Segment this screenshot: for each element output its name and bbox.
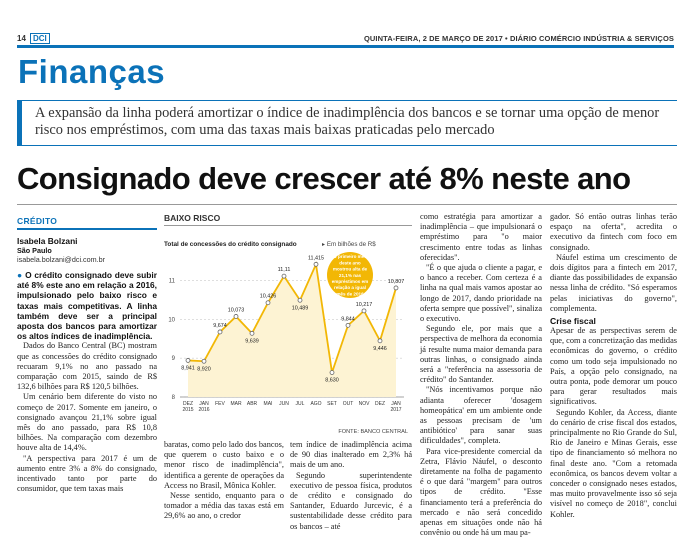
page-header (0, 0, 700, 44)
data-label: 8,630 (325, 377, 339, 384)
data-label: 9,674 (213, 322, 227, 329)
chart-box (164, 213, 412, 435)
x-tick-label: MAR (230, 401, 242, 407)
paragraph: baratas, como pelo lado dos bancos, que querem o custo baixo e o menor risco de inadimplência", identifica a gerente de operações da Access no Brasil, Mônica Kohler. (164, 440, 284, 490)
annotation-text: 21,1% nas (338, 272, 362, 278)
paragraph: Segundo superintendente executivo de pessoa física, produtos de crédito e consignado do Santander, Eduardo Jurcevic, é a sustentabilidade desse crédito para os bancos – até (290, 470, 412, 531)
x-tick-label: MAI (263, 401, 273, 407)
data-label: 10,489 (291, 305, 309, 312)
x-tick-year: 2016 (198, 407, 210, 413)
paragraph: Segundo ele, por mais que a perspectiva de melhora da economia já resulte numa maior demanda para outras linhas, o consignado ainda será a "referência na assessoria de crédito" do Santander. (420, 324, 542, 385)
paragraph: Náufel estima um crescimento de dois dígitos para a fintech em 2017, diante das possibilidades de expansão nessa linha de crédito. "Só esperamos pelas iniciativas do governo", complementa. (550, 252, 677, 313)
data-point (250, 331, 254, 335)
column-3-lower (290, 440, 412, 532)
data-point (346, 323, 350, 327)
paragraph: tem índice de inadimplência acima de 90 dias inalterado em 2,3% há mais de um ano. (290, 440, 412, 470)
kicker-rule (17, 228, 157, 230)
data-label: 10,807 (387, 278, 405, 285)
x-tick-year: 2015 (182, 407, 194, 413)
column-5 (550, 212, 677, 520)
x-tick-label: JUL (295, 401, 305, 407)
paragraph: como estratégia para amortizar a inadimplência – que impulsionará o empréstimo para "o maior crescimento entre todas as linhas oferecidas". (420, 212, 542, 262)
x-tick-year: 2017 (390, 407, 402, 413)
page-number: 14 (17, 34, 26, 43)
data-label: 8,941 (181, 365, 195, 372)
data-point (394, 286, 398, 290)
chart-unit-label: Em bilhões de R$ (326, 241, 376, 248)
data-label: 9,639 (245, 338, 259, 345)
data-point (266, 301, 270, 305)
paragraph: Um cenário bem diferente do visto no começo de 2017. Somente em janeiro, o consignado avançou 21,1% sobre igual mês do ano passado, para R$ 10,8 bilhões. Na comparação com dezembro houve alta de 14,4%. (17, 392, 157, 453)
subheading: Crise fiscal (550, 316, 596, 327)
x-tick-label: ABR (246, 401, 258, 407)
annotation-text: relação a igual (334, 285, 366, 291)
author-email[interactable]: isabela.bolzani@dci.com.br (17, 255, 105, 264)
author-city: São Paulo (17, 246, 52, 255)
section-title: Finanças (18, 53, 166, 90)
annotation-text: empréstimos em (331, 279, 369, 284)
annotation-text: mostrou alta de (332, 266, 368, 272)
x-tick-label: FEV (215, 401, 225, 407)
data-label: 11,11 (277, 267, 291, 274)
unit-arrow-icon: ▸ (322, 241, 327, 248)
data-label: 9,446 (373, 345, 387, 352)
x-tick-label: JUN (279, 401, 289, 407)
paragraph: "A perspectiva para 2017 é um de aumento entre 3% a 8% do consignado, incentivado tanto por parte do consumidor, que tem taxas mais (17, 453, 157, 494)
x-tick-label: DEZ (375, 401, 385, 407)
data-point (314, 262, 318, 266)
data-point (202, 359, 206, 363)
x-tick-label: DEZ (183, 401, 193, 407)
x-tick-label: SET (327, 401, 337, 407)
data-point (298, 298, 302, 302)
bullet-dot: ● (17, 270, 26, 280)
data-label: 10,217 (355, 301, 373, 308)
dci-logo: DCI (30, 33, 50, 44)
paragraph: Apesar de as perspectivas serem de que, com a concretização das medidas econômicas do governo, o crédito como um todo seja impulsionado no País, a opção pelo consignado, na outra ponta, pode demorar um pouco para gerar resultados mais significativos. (550, 326, 677, 407)
data-label: 10,426 (259, 293, 277, 300)
data-point (378, 339, 382, 343)
data-point (218, 330, 222, 334)
headline: Consignado deve crescer até 8% neste ano (17, 161, 631, 196)
paragraph: Segundo Kohler, da Access, diante do cenário de crise fiscal dos estados, principalmente no Rio Grande do Sul, Rio de Janeiro e Minas Gerais, esse tipo de financiamento só melhora no final deste ano. "Com a retomada econômica, os bancos devem voltar a conceder o consignado neses estados, mas muito provavelmente isso só seja visível no começo de 2018", conclui Kohler. (550, 407, 677, 519)
chart-title: BAIXO RISCO (164, 213, 221, 223)
chart-title-rule (164, 225, 412, 226)
author-name: Isabela Bolzani (17, 236, 78, 246)
summary-bullet (17, 270, 157, 341)
data-point (186, 358, 190, 362)
data-point (234, 314, 238, 318)
header-rule (17, 45, 674, 48)
dateline: QUINTA-FEIRA, 2 DE MARÇO DE 2017 • DIÁRIO COMÉRCIO INDÚSTRIA & SERVIÇOS (363, 34, 674, 43)
paragraph: Nesse sentido, enquanto para o tomador a média das taxas está em 29,6% ao ano, o credor (164, 491, 284, 521)
data-label: 9,844 (341, 316, 355, 323)
chart-subtitle: Total de concessões do crédito consignado (164, 241, 297, 248)
y-tick-label: 10 (168, 317, 175, 324)
summary-text: O crédito consignado deve subir até 8% este ano em relação a 2016, impulsionado pelo baixo risco e taxas mais competitivas. A linha também deve ser a principal aposta dos bancos para amortizar os altos índices de inadimplência. (17, 270, 157, 342)
paragraph: "É o que ajuda o cliente a pagar, e o banco a receber. Com certeza é a linha na qual mais vamos apostar ao longo de 2017, dando prioridade na oferta sempre que possível", sinaliza o executivo. (420, 263, 542, 324)
paragraph: gador. Só então outras linhas terão espaço na oferta", acredita o executivo da fintech com foco em consignado. (550, 212, 677, 252)
x-tick-label: OUT (342, 401, 354, 407)
data-label: 8,920 (197, 366, 211, 373)
data-label: 11,415 (307, 255, 325, 262)
y-tick-label: 8 (171, 395, 175, 401)
kicker: CRÉDITO (17, 216, 58, 226)
x-tick-label: AGO (310, 401, 322, 407)
column-4 (420, 212, 542, 539)
headline-rule (17, 204, 677, 205)
column-1 (17, 216, 157, 494)
data-label: 10,073 (227, 307, 245, 314)
paragraph: Para vice-presidente comercial da Zetra, Flávio Náufel, o desconto diretamente na folha de pagamento é o que dará "margem" para outros tipos de crédito. "Esse financiamento terá a preferência do mercado e não será concedido apenas em situações onde não há convênio ou onde há um mau pa- (420, 446, 542, 538)
data-point (362, 309, 366, 313)
y-tick-label: 11 (168, 278, 175, 285)
chart-source: FONTE: BANCO CENTRAL (338, 429, 408, 435)
x-tick-label: JAN (391, 401, 401, 407)
data-point (282, 274, 286, 278)
lede-accent-bar (17, 101, 22, 145)
x-tick-label: NOV (358, 401, 370, 407)
data-point (330, 371, 334, 375)
y-tick-label: 9 (171, 356, 175, 363)
line-chart (164, 247, 412, 437)
paragraph: "Nós incentivamos porque não adianta oferecer 'dosagem homeopática' em um ambiente onde as pessoas precisam de 'um antibiótico' para sanar suas dificuldades", completa. (420, 385, 542, 446)
column-2-lower (164, 440, 284, 522)
annotation-text: mês de 2016 (336, 291, 364, 297)
lede-text: A expansão da linha poderá amortizar o índice de inadimplência dos bancos e se tornar uma opção de menor risco nos empréstimos, com uma das taxas mais baixas praticadas pelo mercado (35, 105, 660, 138)
paragraph: Dados do Banco Central (BC) mostram que as concessões do crédito consignado recuaram 9,1% no ano passado na comparação com 2015, saindo de R$ 132,6 bilhões para R$ 120,5 bilhões. (17, 341, 157, 392)
x-tick-label: JAN (199, 401, 209, 407)
annotation-text: deste ano (339, 260, 361, 266)
annotation-text: O primeiro mês (333, 254, 367, 260)
lede-box (17, 100, 677, 146)
